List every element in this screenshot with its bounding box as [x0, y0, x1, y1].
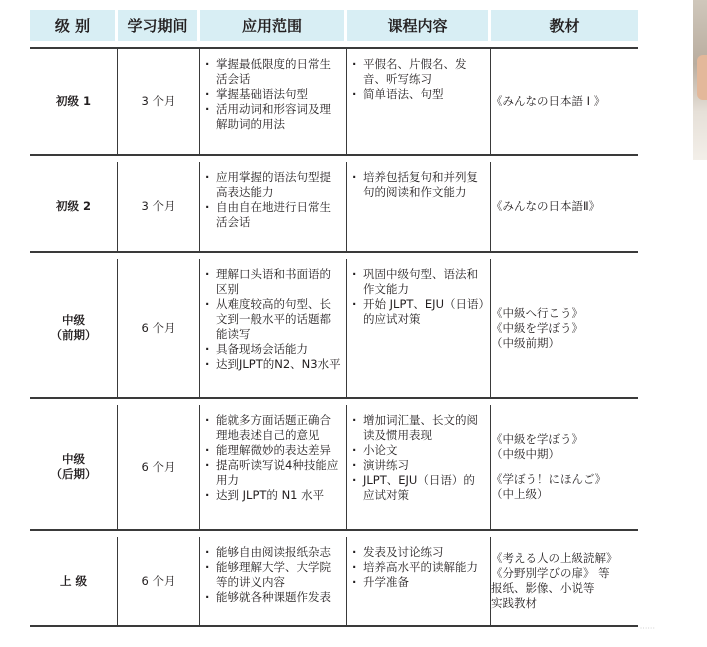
table-row — [30, 405, 638, 531]
textbook-cell — [491, 47, 638, 156]
level-cell — [30, 47, 118, 156]
content-list — [347, 49, 490, 102]
period-cell: 3 个月 — [118, 162, 200, 253]
content-cell — [347, 537, 491, 627]
content-item: · 小论文 — [351, 443, 486, 458]
level-cell — [30, 162, 118, 253]
scope-item: · 提高听读写说4种技能应用力 — [204, 458, 342, 488]
header-content: 课程内容 — [347, 10, 491, 47]
content-cell — [347, 405, 491, 531]
scope-list — [200, 259, 346, 372]
scope-list — [200, 537, 346, 605]
content-item: · 发表及讨论练习 — [351, 545, 486, 560]
scope-cell — [200, 405, 347, 531]
content-list — [347, 405, 490, 503]
scope-item: · 具备现场会话能力 — [204, 342, 342, 357]
scope-item: · 能够理解大学、大学院等的讲义内容 — [204, 560, 342, 590]
scope-item: · 掌握基础语法句型 — [204, 87, 342, 102]
content-item: · 简单语法、句型 — [351, 87, 486, 102]
textbook-title: 《考える人の上級読解》 — [491, 551, 618, 565]
period-cell: 3 个月 — [118, 47, 200, 156]
scope-item: · 能够自由阅读报纸杂志 — [204, 545, 342, 560]
content-cell — [347, 162, 491, 253]
watermark: ······ — [639, 624, 655, 633]
period-cell: 6 个月 — [118, 259, 200, 399]
level-label: 初级 2 — [55, 199, 91, 213]
content-item: · 开始 JLPT、EJU（日语）的应试对策 — [351, 297, 486, 327]
textbook-title: 《中級を学ぼう》 — [491, 320, 583, 335]
content-item: · 平假名、片假名、发音、听写练习 — [351, 57, 486, 87]
scope-item: · 能够就各种课题作发表 — [204, 590, 342, 605]
scope-list — [200, 405, 346, 503]
content-item: · JLPT、EJU（日语）的应试对策 — [351, 473, 486, 503]
content-cell — [347, 259, 491, 399]
textbook-title: 《学ぼう！にほんご》 — [491, 472, 607, 486]
scope-item: · 达到JLPT的N2、N3水平 — [204, 357, 342, 372]
textbook-title: 实践教材 — [491, 596, 537, 610]
textbook-cell — [491, 162, 638, 253]
cropped-photo — [693, 0, 707, 160]
textbook-cell — [491, 259, 638, 399]
level-label: （后期） — [50, 467, 97, 481]
header-level: 级 别 — [30, 10, 118, 47]
textbook-title: （中级前期） — [491, 335, 560, 350]
table-row — [30, 259, 638, 399]
header-period: 学习期间 — [118, 10, 200, 47]
header-row — [30, 10, 638, 47]
content-item: · 培养高水平的读解能力 — [351, 560, 486, 575]
content-list — [347, 259, 490, 327]
scope-item: · 达到 JLPT的 N1 水平 — [204, 488, 342, 503]
scope-cell — [200, 537, 347, 627]
scope-item: · 能理解微妙的表达差异 — [204, 443, 342, 458]
textbook-title: 《みんなの日本語Ⅱ》 — [491, 199, 601, 213]
level-cell — [30, 405, 118, 531]
content-list — [347, 537, 490, 590]
scope-cell — [200, 259, 347, 399]
table-row — [30, 162, 638, 253]
textbook-title: （中级中期） — [491, 447, 560, 461]
table-row — [30, 47, 638, 156]
textbook-cell — [491, 537, 638, 627]
photo-figure — [697, 55, 707, 100]
course-table — [30, 10, 638, 627]
header-scope: 应用范围 — [200, 10, 347, 47]
scope-cell — [200, 47, 347, 156]
header-textbook: 教材 — [491, 10, 638, 47]
scope-list — [200, 49, 346, 132]
textbook-title: 《分野別学びの扉》 等 — [491, 566, 610, 580]
content-cell — [347, 47, 491, 156]
period-cell: 6 个月 — [118, 405, 200, 531]
content-list — [347, 162, 490, 200]
scope-item: · 理解口头语和书面语的区别 — [204, 267, 342, 297]
textbook-title: 《中級を学ぼう》 — [491, 432, 583, 446]
textbook-title: 《みんなの日本語 I 》 — [491, 94, 606, 108]
level-cell — [30, 259, 118, 399]
scope-item: · 从难度较高的句型、长文到一般水平的话题都能读写 — [204, 297, 342, 342]
scope-item: · 能就多方面话题正确合理地表述自己的意见 — [204, 413, 342, 443]
level-label: 中级 — [62, 452, 85, 466]
content-item: · 巩固中级句型、语法和作文能力 — [351, 267, 486, 297]
level-cell — [30, 537, 118, 627]
content-item: · 增加词汇量、长文的阅读及惯用表现 — [351, 413, 486, 443]
scope-item: · 活用动词和形容词及理解助词的用法 — [204, 102, 342, 132]
level-label: （前期） — [50, 328, 97, 342]
scope-cell — [200, 162, 347, 253]
level-label: 初级 1 — [55, 94, 91, 108]
content-item: · 升学准备 — [351, 575, 486, 590]
level-label: 中级 — [62, 313, 85, 327]
scope-item: · 掌握最低限度的日常生活会话 — [204, 57, 342, 87]
content-item: · 演讲练习 — [351, 458, 486, 473]
scope-item: · 应用掌握的语法句型提高表达能力 — [204, 170, 342, 200]
content-item: · 培养包括复句和并列复句的阅读和作文能力 — [351, 170, 486, 200]
scope-list — [200, 162, 346, 230]
textbook-title: 报纸、影像、小说等 — [491, 581, 595, 595]
table-row — [30, 537, 638, 627]
level-label: 上 级 — [59, 573, 87, 588]
textbook-title: 《中級へ行こう》 — [491, 305, 583, 320]
textbook-cell — [491, 405, 638, 531]
textbook-title: （中上级） — [491, 487, 549, 501]
scope-item: · 自由自在地进行日常生活会话 — [204, 200, 342, 230]
period-cell: 6 个月 — [118, 537, 200, 627]
